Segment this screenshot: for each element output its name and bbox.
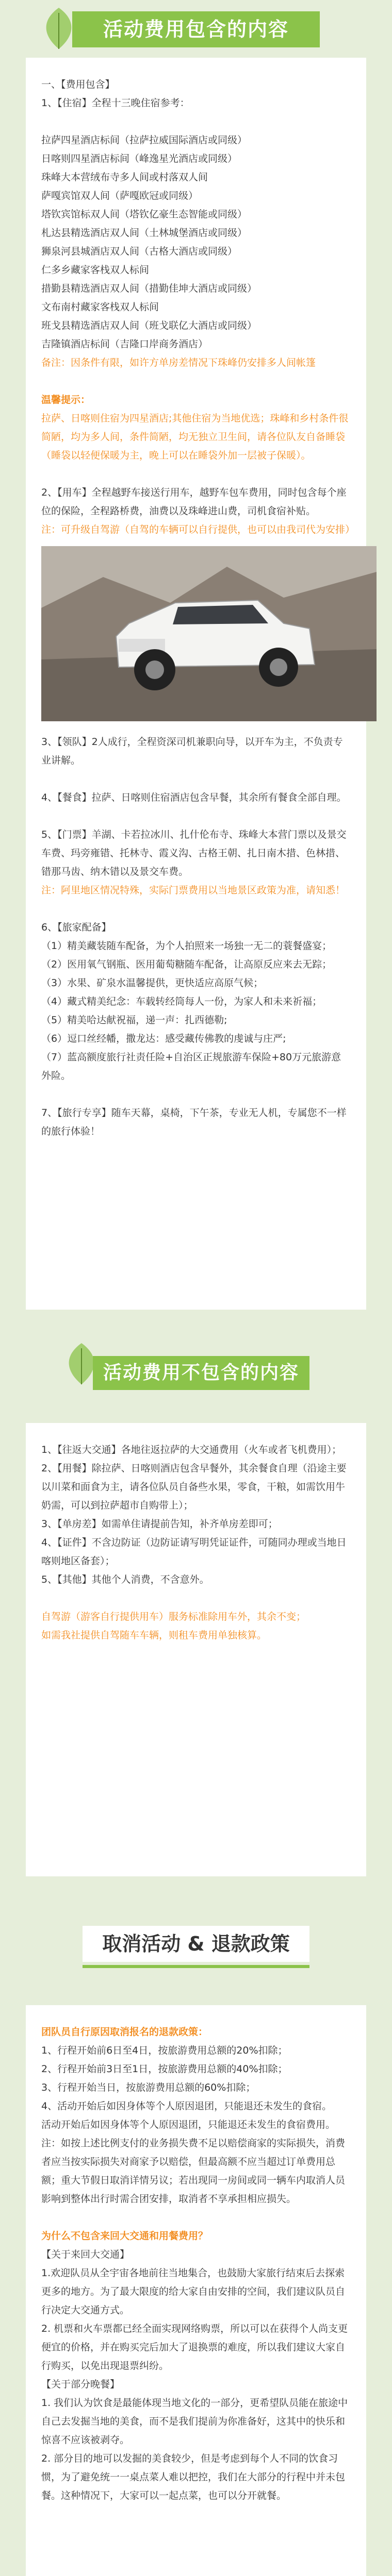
text-line: （3）水果、矿泉水温馨提供，更快适应高原气候； — [41, 977, 264, 989]
title-underline — [83, 1965, 309, 1968]
text-line: 注：如按上述比例支付的业务损失费不足以赔偿商家的实际损失，消费者应当按实际损失对商家予以赔偿，但最高额不应当超过订单费用总额；重大节假日取消详情另议；若出现同一房间或同一辆车内取消人员影响到整体出行时需合团安排，取消者不享承担相应损失。 — [41, 2138, 346, 2205]
text-line: （4）藏式精美纪念：车载转经筒每人一份，为家人和未来祈福； — [41, 996, 322, 1007]
housing-note: 备注：因条件有限，如许方单房差情况下珠峰仍安排多人间帐篷 — [41, 357, 316, 368]
text-line: 1、【住宿】全程十三晚住宿参考： — [41, 97, 190, 109]
text-line: 措勤县精选酒店双人间（措勤佳坤大酒店或同级） — [41, 283, 257, 294]
text-line: 活动开始后如因身体等个人原因退团，只能退还未发生的食宿费用。 — [41, 2119, 336, 2130]
text-line: 一、【费用包含】 — [41, 79, 115, 90]
ticket-note: 注：阿里地区情况特殊，实际门票费用以当地景区政策为准，请知悉！ — [41, 885, 346, 896]
section3-title: 取消活动 & 退款政策 — [102, 1933, 290, 1955]
text-line — [41, 1589, 351, 1607]
refund-head: 团队员自行原因取消报名的退款政策： — [41, 2026, 208, 2038]
text-line: 萨嘎宾馆双人间（萨嘎欧冠或同级） — [41, 190, 199, 201]
text-line: 4、活动开始后如因身体等个人原因退团，只能退还未发生的食宿。 — [41, 2100, 332, 2112]
text-line: 仁多乡藏家客栈双人标间 — [41, 264, 150, 276]
gear-title: 6、【旅家配备】 — [41, 922, 111, 933]
text-line: 如需我社提供自驾随车车辆，则租车费用单独核算。 — [41, 1630, 267, 1641]
car-text: 2、【用车】全程越野车接送行用车，越野车包车费用，同时包含每个座位的保险，全程路桥费，油费以及珠峰进山费，司机食宿补贴。 — [41, 487, 347, 517]
suv-photo — [41, 546, 377, 721]
text-line: （2）医用氧气钢瓶、医用葡萄糖随车配备，让高原反应来去无踪； — [41, 959, 332, 970]
section2-banner — [0, 1310, 392, 1423]
text-line: 3、【单房差】如需单住请提前告知，补齐单房差即可； — [41, 1518, 278, 1530]
question: 为什么不包含来回大交通和用餐费用？ — [41, 2230, 208, 2242]
text-line: 1、【往返大交通】各地往返拉萨的大交通费用（火车或者飞机费用）； — [41, 1444, 342, 1455]
text-line: 1、行程开始前6日至4日，按旅游费用总额的20%扣除； — [41, 2045, 288, 2056]
suv-image — [41, 546, 377, 721]
section2-title: 活动费用不包含的内容 — [93, 1356, 309, 1390]
car-note: 注：可升级自驾游（自驾的车辆可以自行提供，也可以由我司代为安排） — [41, 524, 355, 535]
section1-banner — [0, 0, 392, 58]
q1-head: 【关于来回大交通】 — [41, 2249, 130, 2260]
q4-text: 2. 部分目的地可以发掘的美食较少，但是考虑到每个人不同的饮食习惯，为了避免统一一桌点菜人难以把控，我们在大部分的行程中并未包餐。这种情况下，大家可以一起点菜，也可以分开就餐。 — [41, 2453, 346, 2501]
q3-head: 【关于部分晚餐】 — [41, 2379, 120, 2390]
section3-card — [26, 2005, 366, 2576]
text-line: 拉萨四星酒店标间（拉萨拉威国际酒店或同级） — [41, 134, 248, 146]
q3-text: 1. 我们认为饮食是最能体现当地文化的一部分，更希望队员能在旅途中自己去发掘当地的美食，而不是我们提前为你准备好，这其中的快乐和惊喜不应该被剥夺。 — [41, 2397, 348, 2446]
q2-text: 2. 机票和火车票都已经全面实现网络购票，所以可以在获得个人尚支更便宜的价格，并在购买完后加大了退换票的难度，所以我们建议大家自行购买，以免出现退票纠纷。 — [41, 2323, 348, 2371]
text-line: 札达县精选酒店双人间（土林城堡酒店或同级） — [41, 227, 248, 239]
text-line: 塔钦宾馆标双人间（塔钦亿豪生态智能或同级） — [41, 209, 248, 220]
text-line: （7）蓝高额度旅行社责任险+自治区正规旅游车保险+80万元旅游意外险。 — [41, 1052, 341, 1081]
text-line — [41, 112, 351, 131]
section3-banner — [0, 1876, 392, 2005]
text-line: 吉隆镇酒店标间（吉隆口岸商务酒店） — [41, 338, 208, 350]
text-line: 文布南村藏家客栈双人标间 — [41, 301, 159, 313]
tips-title: 温馨提示： — [41, 394, 91, 405]
text-line: 班戈县精选酒店双人间（班戈联亿大酒店或同级） — [41, 320, 257, 331]
text-line: 3、行程开始当日，按旅游费用总额的60%扣除； — [41, 2082, 256, 2093]
text-line: （6）逗口丝经幡，撒龙达：感受藏传佛教的虔诚与庄严; — [41, 1033, 286, 1044]
ticket-text: 5、【门票】羊湖、卡若拉冰川、扎什伦布寺、珠峰大本营门票以及景交车费、玛旁雍错、托林寺、霞义沟、古格王朝、扎日南木措、色林措、错那马齿、纳木错以及景交车费。 — [41, 829, 347, 877]
section1-card — [26, 58, 366, 1310]
text-line: 自驾游（游客自行提供用车）服务标准除用车外，其余不变； — [41, 1611, 306, 1622]
travel-special: 7、【旅行专享】随车天幕，桌椅，下午茶，专业无人机，专属您不一样的旅行体验！ — [41, 1107, 347, 1137]
text-line: 4、【证件】不含边防证（边防证请写明凭证证件，可随同办理或当地日喀则地区备套）； — [41, 1537, 347, 1567]
q1-text: 1.欢迎队员从全宇宙各地前往当地集合，也鼓励大家旅行结束后去探索更多的地方。为了最大限度的给大家自由安排的空间，我们建议队员自行决定大交通方式。 — [41, 2267, 346, 2316]
text-line: 5、【其他】其他个人消费，不含意外。 — [41, 1574, 209, 1585]
text-line: 2、【用餐】除拉萨、日喀则酒店包含早餐外，其余餐食自理（沿途主要以川菜和面食为主，请各位队员自备些水果，零食，干粮，如需饮用牛奶需，可以到拉萨超市自购带上）； — [41, 1463, 347, 1511]
meal-text: 4、【餐食】拉萨、日喀则住宿酒店包含早餐，其余所有餐食全部自理。 — [41, 792, 347, 803]
text-line: 2、行程开始前3日至1日，按旅游费用总额的40%扣除； — [41, 2063, 288, 2075]
text-line: 珠峰大本营绒布寺多人间或村落双人间 — [41, 172, 208, 183]
tips-text: 拉萨、日喀则住宿为四星酒店;其他住宿为当地优选；珠峰和乡村条件很简陋，均为多人间，条件简陋，均无独立卫生间，请各位队友自备睡袋（睡袋以轻便保暖为主，晚上可以在睡袋外加一层被子保暖）。 — [41, 413, 349, 461]
text-line: （5）精美哈达献祝福，递一声：扎西德勒; — [41, 1014, 227, 1026]
guide-text: 3、【领队】2人成行，全程资深司机兼职向导，以开车为主，不负责专业讲解。 — [41, 736, 343, 766]
text-line: （1）精美藏装随车配备，为个人拍照来一场独一无二的蓑餐盛宴； — [41, 940, 332, 952]
text-line: 日喀则四星酒店标间（峰逸星光酒店或同级） — [41, 153, 238, 164]
section2-card — [26, 1423, 366, 1876]
section1-title: 活动费用包含的内容 — [72, 11, 320, 47]
text-line: 狮泉河县城酒店双人间（古格大酒店或同级） — [41, 246, 238, 257]
